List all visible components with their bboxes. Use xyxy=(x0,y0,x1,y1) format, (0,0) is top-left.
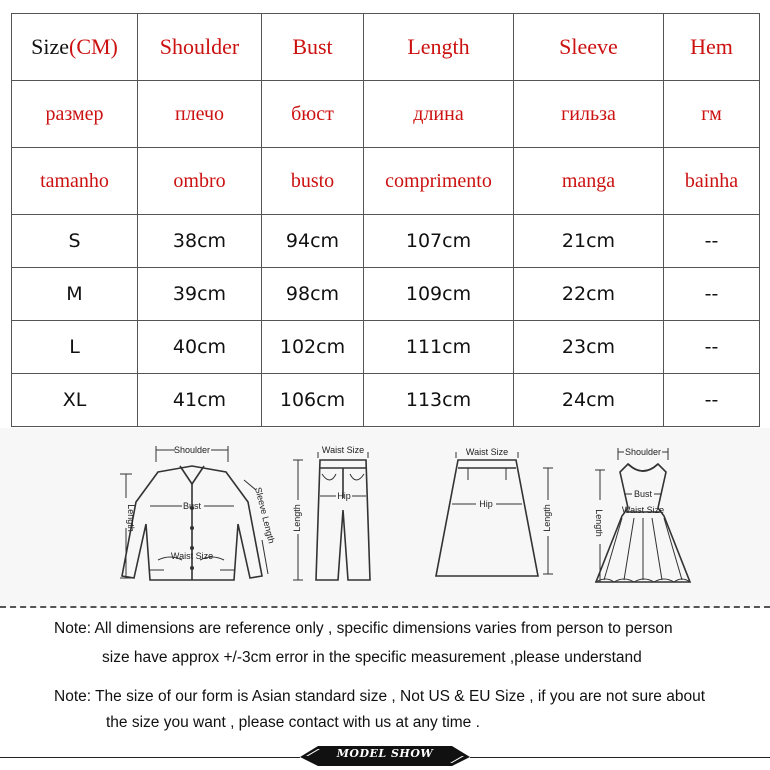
garment-diagrams xyxy=(0,428,770,608)
pt-shoulder: ombro xyxy=(138,148,262,215)
model-show-label: MODEL SHOW xyxy=(336,747,434,760)
dress-diagram xyxy=(595,448,690,582)
cell-shoulder: 40cm xyxy=(138,321,262,374)
dress-shoulder-label: Shoulder xyxy=(624,447,662,457)
pants-length-label: Length xyxy=(292,504,302,532)
cell-length: 107cm xyxy=(364,215,514,268)
pants-waist-label: Waist Size xyxy=(321,445,365,455)
cell-length: 109cm xyxy=(364,268,514,321)
footer-line-right xyxy=(470,757,770,758)
note-1-line-1: Note: All dimensions are reference only , specific dimensions varies from person to person xyxy=(54,620,673,637)
cell-sleeve: 23cm xyxy=(514,321,664,374)
diagram-panel xyxy=(0,428,770,608)
header-sleeve: Sleeve xyxy=(514,14,664,81)
skirt-diagram xyxy=(436,452,553,576)
pt-hem: bainha xyxy=(664,148,760,215)
skirt-length-label: Length xyxy=(542,504,552,532)
ru-sleeve: гильза xyxy=(514,81,664,148)
pants-hip-label: Hip xyxy=(337,491,351,501)
cell-shoulder: 38cm xyxy=(138,215,262,268)
table-row xyxy=(12,215,760,268)
ru-hem: гм xyxy=(664,81,760,148)
header-row xyxy=(12,14,760,81)
pants-diagram xyxy=(293,452,370,580)
shirt-waist-label: Waist Size xyxy=(170,551,214,561)
dress-length-label: Length xyxy=(594,509,604,537)
header-hem: Hem xyxy=(664,14,760,81)
header-bust: Bust xyxy=(262,14,364,81)
ru-shoulder: плечо xyxy=(138,81,262,148)
size-table xyxy=(11,13,760,427)
shirt-shoulder-label: Shoulder xyxy=(173,445,211,455)
header-length: Length xyxy=(364,14,514,81)
shirt-sleeve-label: Sleeve Length xyxy=(253,486,277,545)
cell-sleeve: 24cm xyxy=(514,374,664,427)
cell-shoulder: 39cm xyxy=(138,268,262,321)
cell-bust: 102cm xyxy=(262,321,364,374)
header-shoulder: Shoulder xyxy=(138,14,262,81)
cell-hem: -- xyxy=(664,268,760,321)
ru-bust: бюст xyxy=(262,81,364,148)
dress-waist-label: Waist Size xyxy=(621,505,665,515)
footer-line-left xyxy=(0,757,300,758)
cell-bust: 106cm xyxy=(262,374,364,427)
ru-length: длина xyxy=(364,81,514,148)
skirt-hip-label: Hip xyxy=(479,499,493,509)
table-row xyxy=(12,268,760,321)
pt-bust: busto xyxy=(262,148,364,215)
cell-size: S xyxy=(12,215,138,268)
dashed-divider xyxy=(0,606,770,608)
note-2-line-1: Note: The size of our form is Asian standard size , Not US & EU Size , if you are not sure about xyxy=(54,688,706,705)
cell-bust: 94cm xyxy=(262,215,364,268)
cell-shoulder: 41cm xyxy=(138,374,262,427)
dress-bust-label: Bust xyxy=(633,489,653,499)
pt-size: tamanho xyxy=(12,148,138,215)
shirt-length-label: Length xyxy=(126,504,136,532)
shirt-bust-label: Bust xyxy=(182,501,202,511)
skirt-waist-label: Waist Size xyxy=(465,447,509,457)
note-2-line-2: the size you want , please contact with us at any time . xyxy=(106,714,480,731)
pt-length: comprimento xyxy=(364,148,514,215)
cell-bust: 98cm xyxy=(262,268,364,321)
russian-row xyxy=(12,81,760,148)
cell-length: 111cm xyxy=(364,321,514,374)
cell-hem: -- xyxy=(664,374,760,427)
cell-sleeve: 21cm xyxy=(514,215,664,268)
ru-size: размер xyxy=(12,81,138,148)
header-size: Size(CM) xyxy=(12,14,138,81)
cell-sleeve: 22cm xyxy=(514,268,664,321)
table-row xyxy=(12,321,760,374)
cell-size: XL xyxy=(12,374,138,427)
pt-sleeve: manga xyxy=(514,148,664,215)
cell-size: L xyxy=(12,321,138,374)
cell-size: M xyxy=(12,268,138,321)
table-row xyxy=(12,374,760,427)
note-1-line-2: size have approx +/-3cm error in the specific measurement ,please understand xyxy=(102,649,642,666)
cell-hem: -- xyxy=(664,215,760,268)
cell-hem: -- xyxy=(664,321,760,374)
cell-length: 113cm xyxy=(364,374,514,427)
portuguese-row xyxy=(12,148,760,215)
